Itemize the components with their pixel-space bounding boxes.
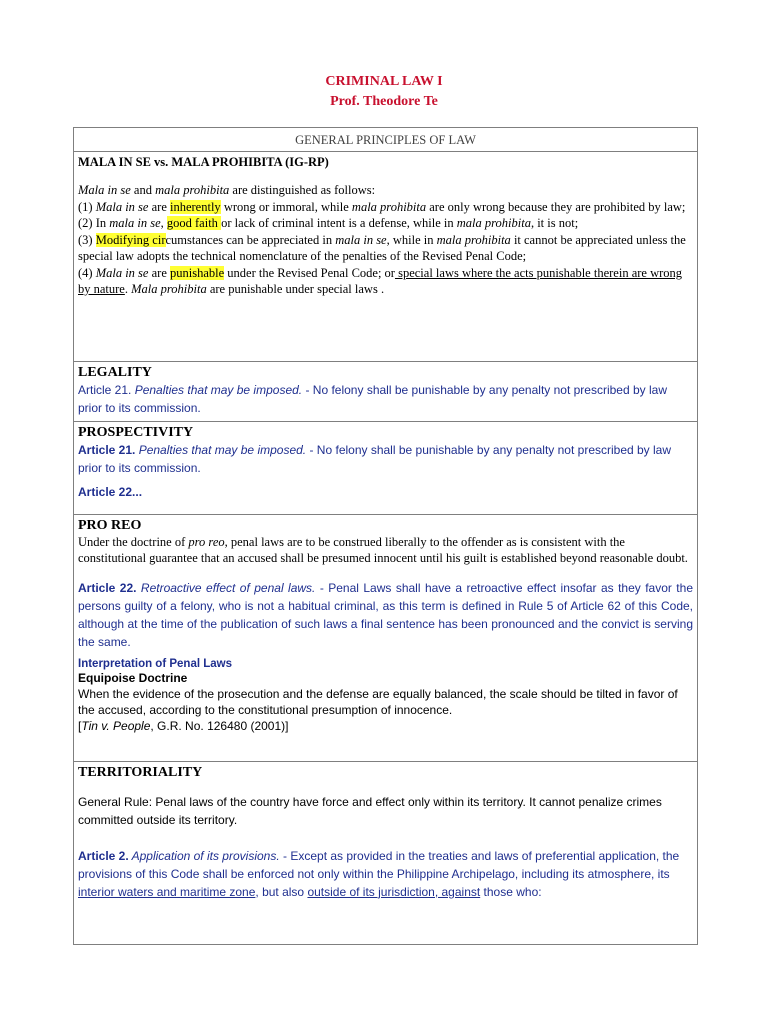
interpretation-heading: Interpretation of Penal Laws xyxy=(78,657,232,670)
equipoise-heading: Equipoise Doctrine xyxy=(78,670,188,685)
mala-section xyxy=(74,151,698,361)
legality-title: LEGALITY xyxy=(78,364,152,380)
professor-name: Prof. Theodore Te xyxy=(330,94,438,109)
highlight: punishable xyxy=(170,265,225,280)
prospectivity-article-21: Article 21. Penalties that may be imposed. - No felony shall be punishable by any penalty not prescribed by law prior to its commission. xyxy=(78,442,672,475)
principles-table xyxy=(73,127,698,945)
table-caption: GENERAL PRINCIPLES OF LAW xyxy=(74,128,698,152)
legality-section xyxy=(74,361,698,421)
territoriality-title: TERRITORIALITY xyxy=(78,764,203,780)
territoriality-article-2: Article 2. Application of its provisions. - Except as provided in the treaties and laws of preferential application, the provisions of this Code shall be enforced not only within the Philippine Archipelago, including its atmosphere, its interior waters and maritime zone, but also outside of its jurisdiction, against those who: xyxy=(78,848,680,899)
highlight: Modifying cir xyxy=(95,232,166,247)
legality-article: Article 21. Penalties that may be imposed. - No felony shall be punishable by any penalty not prescribed by law prior to its commission. xyxy=(78,382,668,415)
mala-point-2: (2) In mala in se, good faith or lack of criminal intent is a defense, while in mala prohibita, it is not; xyxy=(78,216,579,230)
prospectivity-title: PROSPECTIVITY xyxy=(78,424,194,440)
mala-point-4: (4) Mala in se are punishable under the Revised Penal Code; or special laws where the acts punishable therein are wrong by nature. Mala prohibita are punishable under special laws . xyxy=(78,265,683,296)
mala-point-1: (1) Mala in se are inherently wrong or immoral, while mala prohibita are only wrong because they are prohibited by law; xyxy=(78,199,686,214)
mala-point-3: (3) Modifying circumstances can be appreciated in mala in se, while in mala prohibita it cannot be appreciated unless the special law adopts the technical nomenclature of the penalties of the Revised Penal Code; xyxy=(78,232,686,263)
pro-reo-section xyxy=(74,514,698,761)
pro-reo-intro: Under the doctrine of pro reo, penal laws are to be construed liberally to the offender as is consistent with the constitutional guarantee that an accused shall be presumed innocent until his guilt is established beyond reasonable doubt. xyxy=(78,534,688,565)
citation: [Tin v. People, G.R. No. 126480 (2001)] xyxy=(78,718,289,733)
mala-section-title: MALA IN SE vs. MALA PROHIBITA (IG-RP) xyxy=(78,154,329,169)
page-header xyxy=(0,72,768,112)
pro-reo-title: PRO REO xyxy=(78,517,142,533)
mala-intro: Mala in se and mala prohibita are distinguished as follows: xyxy=(78,183,376,197)
prospectivity-article-22: Article 22... xyxy=(78,484,143,499)
equipoise-text: When the evidence of the prosecution and the defense are equally balanced, the scale should be tilted in favor of the accused, according to the constitutional presumption of innocence. xyxy=(78,686,678,717)
prospectivity-section xyxy=(74,421,698,514)
document-title: CRIMINAL LAW I xyxy=(325,74,443,89)
general-rule: General Rule: Penal laws of the country have force and effect only within its territory. It cannot penalize crimes committed outside its territory. xyxy=(78,794,662,827)
territoriality-section xyxy=(74,761,698,944)
highlight: good faith xyxy=(166,216,222,230)
pro-reo-article-22: Article 22. Retroactive effect of penal laws. - Penal Laws shall have a retroactive effect insofar as they favor the persons guilty of a felony, who is not a habitual criminal, as this term is defined in Rule 5 of Article 62 of this Code, although at the time of the publication of such laws a final sentence has been pronounced and the convict is serving the same. xyxy=(78,580,693,649)
highlight: inherently xyxy=(170,199,221,214)
